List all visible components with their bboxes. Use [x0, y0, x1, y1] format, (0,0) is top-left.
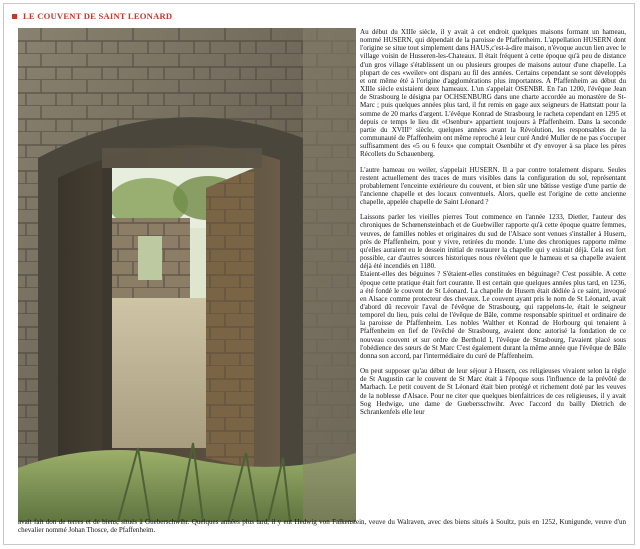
header-bullet: [12, 14, 17, 19]
article-paragraph-4: Etaient-elles des béguines ? S'étaient-elles constituées en béguinage? C'est possible. A cette époque cette pratique était fort courante. Il est certain que quelques années plus tard, en 1236, a été fondé le couvent de St Léonard. La chapelle de Husern était dédiée à ce saint, invoqué en Alsace comme protecteur des chevaux. Le couvent ayant pris le nom de St Léonard, avait d'abord dû recevoir l'aval de l'évêque de Strasbourg, qui rappelons-le, était le seigneur temporel du lieu, puis celui de l'évêque de Bâle, comme responsable spirituel et ordinaire de la paroisse de Pfaffenheim. Les nobles Walther et Konrad de Horbourg qui tenaient à Pfaffenheim en fief de l'évêché de Strasbourg, avaient donc autorisé la fondation de ce nouveau couvent et sur ordre de Berthold I, l'évêque de Strasbourg, l'avaient placé sous l'obédience des sœurs de St Marc C'est également durant la même année que l'évêque de Bâle donna son accord, par l'intermédiaire du curé de Pfaffenheim.: [360, 270, 626, 360]
header: [12, 9, 172, 23]
article-paragraph-5-continued: avait fait don de terres et de biens, situés à Gueberschwihr. Quelques années plus tard, il y eut Hedwig von Falkenstein, veuve du Walraven, avec des biens situés à Soultz, puis en 1252, Kunigunde, veuve d'un chevalier nommé Johan Thosce, de Pfaffenheim.: [18, 518, 626, 535]
article-column: [360, 28, 626, 416]
article-paragraph-3: Laissons parler les vieilles pierres Tout commence en l'année 1233, Dietler, l'auteur des chroniques de Schœnensteinbach et de Guebwiller rapporte qu'à cette époque quatre femmes, veuves, de familles nobles et originaires du sud de l'Alsace sont venues s'installer à Husern, près de Pfaffenheim, pour y vivre, retirées du monde. L'une des chroniques rapporte même qu'elles auraient eu le dessein initial de restaurer la chapelle qui y existait déjà. Cela est fort possible, car d'autres sources historiques nous révèlent que le hameau et sa chapelle avaient déjà été incendiés en 1180.: [360, 213, 626, 271]
article-paragraph-5: On peut supposer qu'au début de leur séjour à Husern, ces religieuses vivaient selon la règle de St Augustin car le couvent de St Marc était à l'époque sous l'influence de la prévôté de Marbach. Le petit couvent de St Léonard était bien protégé et richement doté par les veuves de la noblesse d'Alsace. Pour ne citer que quelques bienfaitrices de ces religieuses, il y avait Sog Hedwige, une dame de Guebersschwihr. Avec l'accord du bailly Dietrich de Schrankenfels elle leur: [360, 367, 626, 416]
article-paragraph-1: Au début du XIIIe siècle, il y avait à cet endroit quelques maisons formant un hameau, nommé HUSERN, qui dépendait de la paroisse de Pfaffenheim. L'appellation HUSERN dont l'origine se situe tout simplement dans HAUS,c'est-à-dire maison, n'évoque aucun lien avec le village voisin de Husseren-les-Chateaux. Il était fréquent à cette époque qu'à peu de distance d'un gros village s'établissent un ou plusieurs groupes de maisons autour d'une chapelle. La plupart de ces «weiler» ont disparu au fil des années. Certains cependant se sont développés et ont même été à l'origine d'agglomérations plus importantes. A Pfaffenheim au début du XIIIe siècle existaient deux hameaux. L'un s'appelait OSENBR. En l'an 1200, l'évêque Jean de Strasbourg le désigna par OCHSENBURG dans une charte accordée au monastère de St-Marc ; puis quelques années plus tard, il fut remis en gage aux seigneurs de Hattstatt pour la somme de 20 marks d'argent. L'évêque Konrad de Strasbourg le racheta cependant en 1295 et depuis ce temps le lieu dit «Osenbur» appartient toujours à Pfaffenheim. Dans la seconde partie du XVIII° siècle, quelques années avant la Révolution, les responsables de la communauté de Pfaffenheim ont même reproché à leur curé André Muller de ne pas s'occuper suffisamment des «5 ou 6 feux» que comptait Osenbühr et d'y envoyer à sa place les pères Récollets du Schauenberg.: [360, 28, 626, 159]
article-paragraph-2: L'autre hameau ou weiler, s'appelait HUSERN. Il a par contre totalement disparu. Seules restent actuellement des traces de murs visibles dans la configuration du sol, représentant probablement l'enceinte extérieure du couvent, et bien sûr une bâtisse vestige d'une partie de l'ancienne chapelle et des locaux conventuels. Alors, quelle est l'origine de cette ancienne chapelle, appelée chapelle de Saint Léonard ?: [360, 165, 626, 207]
page-title: LE COUVENT DE SAINT LEONARD: [23, 11, 173, 21]
convent-doorway-photo: [18, 28, 356, 522]
doorway-illustration: [18, 28, 356, 522]
